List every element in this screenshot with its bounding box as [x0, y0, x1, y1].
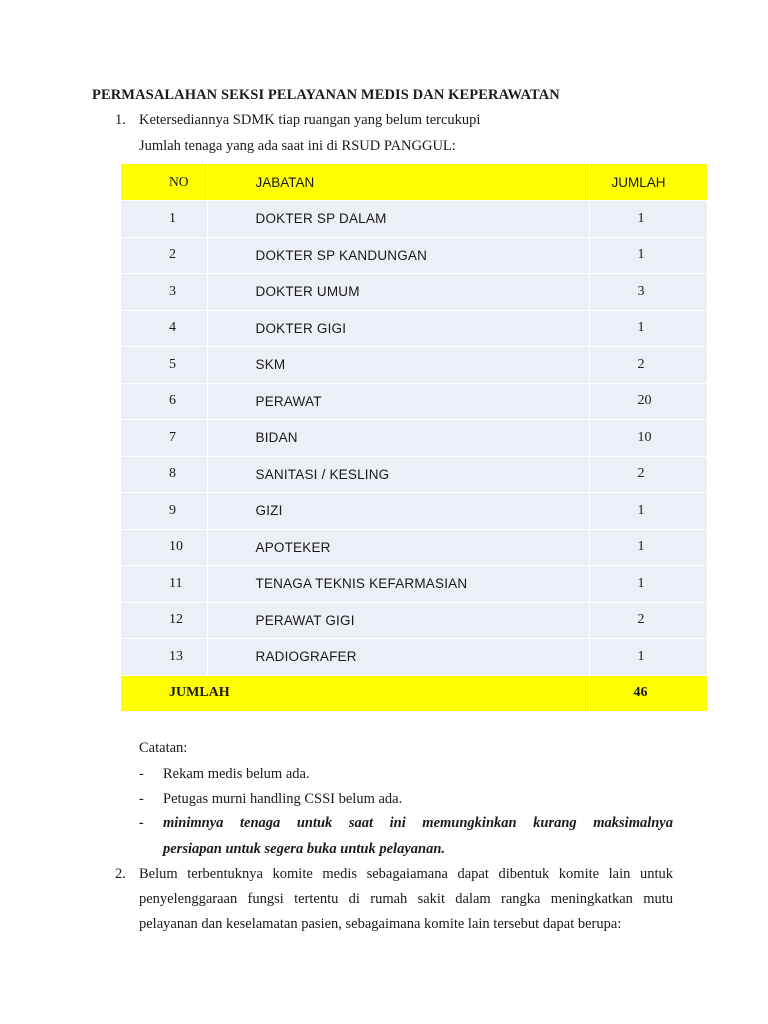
cell-jabatan: DOKTER GIGI: [207, 310, 589, 347]
table-row: [121, 602, 707, 639]
header-no: NO: [121, 164, 207, 201]
cell-jabatan: PERAWAT GIGI: [207, 602, 589, 639]
cell-jabatan: DOKTER SP KANDUNGAN: [207, 237, 589, 274]
table-row: [121, 529, 707, 566]
cell-jabatan: SANITASI / KESLING: [207, 456, 589, 493]
cell-jumlah: 3: [589, 274, 707, 311]
table-row: [121, 566, 707, 603]
table-row: [121, 274, 707, 311]
page-title: PERMASALAHAN SEKSI PELAYANAN MEDIS DAN KEPERAWATAN: [92, 87, 560, 103]
cell-jumlah: 1: [589, 237, 707, 274]
item-2-line-3: pelayanan dan keselamatan pasien, sebagaimana komite lain tersebut dapat berupa:: [139, 916, 622, 932]
item-2-number: 2.: [115, 866, 126, 882]
notes-heading: Catatan:: [139, 740, 188, 756]
cell-no: 10: [121, 529, 207, 566]
table-row: [121, 383, 707, 420]
total-label: JUMLAH: [121, 675, 589, 712]
table-row: [121, 201, 707, 238]
table-row: [121, 237, 707, 274]
cell-jumlah: 2: [589, 456, 707, 493]
staff-table: [121, 164, 708, 712]
cell-jumlah: 1: [589, 201, 707, 238]
cell-jabatan: SKM: [207, 347, 589, 384]
note-emphasis-bullet: -: [139, 815, 144, 831]
cell-no: 11: [121, 566, 207, 603]
header-jumlah: JUMLAH: [589, 164, 707, 201]
cell-no: 13: [121, 639, 207, 676]
cell-no: 7: [121, 420, 207, 457]
table-row: [121, 347, 707, 384]
cell-jumlah: 1: [589, 310, 707, 347]
table-header-row: [121, 164, 707, 201]
cell-jabatan: GIZI: [207, 493, 589, 530]
cell-jumlah: 1: [589, 493, 707, 530]
cell-no: 6: [121, 383, 207, 420]
cell-no: 5: [121, 347, 207, 384]
cell-jabatan: TENAGA TEKNIS KEFARMASIAN: [207, 566, 589, 603]
table-row: [121, 310, 707, 347]
table-row: [121, 456, 707, 493]
cell-no: 8: [121, 456, 207, 493]
item-2-line-1: Belum terbentuknya komite medis sebagaiamana dapat dibentuk komite lain untuk: [139, 866, 673, 882]
table-row: [121, 493, 707, 530]
note-emphasis-line-1: minimnya tenaga untuk saat ini memungkinkan kurang maksimalnya: [163, 815, 673, 831]
cell-jabatan: RADIOGRAFER: [207, 639, 589, 676]
cell-no: 1: [121, 201, 207, 238]
cell-jabatan: DOKTER SP DALAM: [207, 201, 589, 238]
item-1-number: 1.: [115, 112, 126, 128]
table-total-row: [121, 675, 707, 712]
header-jabatan: JABATAN: [207, 164, 589, 201]
note-item: Rekam medis belum ada.: [163, 766, 310, 782]
cell-jumlah: 1: [589, 566, 707, 603]
cell-jabatan: PERAWAT: [207, 383, 589, 420]
cell-jabatan: DOKTER UMUM: [207, 274, 589, 311]
cell-jumlah: 1: [589, 639, 707, 676]
note-item: Petugas murni handling CSSI belum ada.: [163, 791, 403, 807]
cell-no: 9: [121, 493, 207, 530]
cell-no: 2: [121, 237, 207, 274]
cell-jumlah: 2: [589, 347, 707, 384]
item-1-text: Ketersediannya SDMK tiap ruangan yang belum tercukupi: [139, 112, 481, 128]
cell-jabatan: APOTEKER: [207, 529, 589, 566]
item-1-subtext: Jumlah tenaga yang ada saat ini di RSUD PANGGUL:: [139, 138, 456, 154]
cell-no: 4: [121, 310, 207, 347]
cell-jumlah: 20: [589, 383, 707, 420]
total-value: 46: [589, 675, 707, 712]
cell-jumlah: 1: [589, 529, 707, 566]
cell-no: 12: [121, 602, 207, 639]
note-bullet: -: [139, 791, 144, 807]
cell-jumlah: 2: [589, 602, 707, 639]
cell-jumlah: 10: [589, 420, 707, 457]
item-2-line-2: penyelenggaraan fungsi tertentu di rumah sakit dalam rangka meningkatkan mutu: [139, 891, 673, 907]
cell-jabatan: BIDAN: [207, 420, 589, 457]
table-row: [121, 420, 707, 457]
cell-no: 3: [121, 274, 207, 311]
table-row: [121, 639, 707, 676]
note-emphasis-line-2: persiapan untuk segera buka untuk pelayanan.: [163, 841, 446, 857]
note-bullet: -: [139, 766, 144, 782]
